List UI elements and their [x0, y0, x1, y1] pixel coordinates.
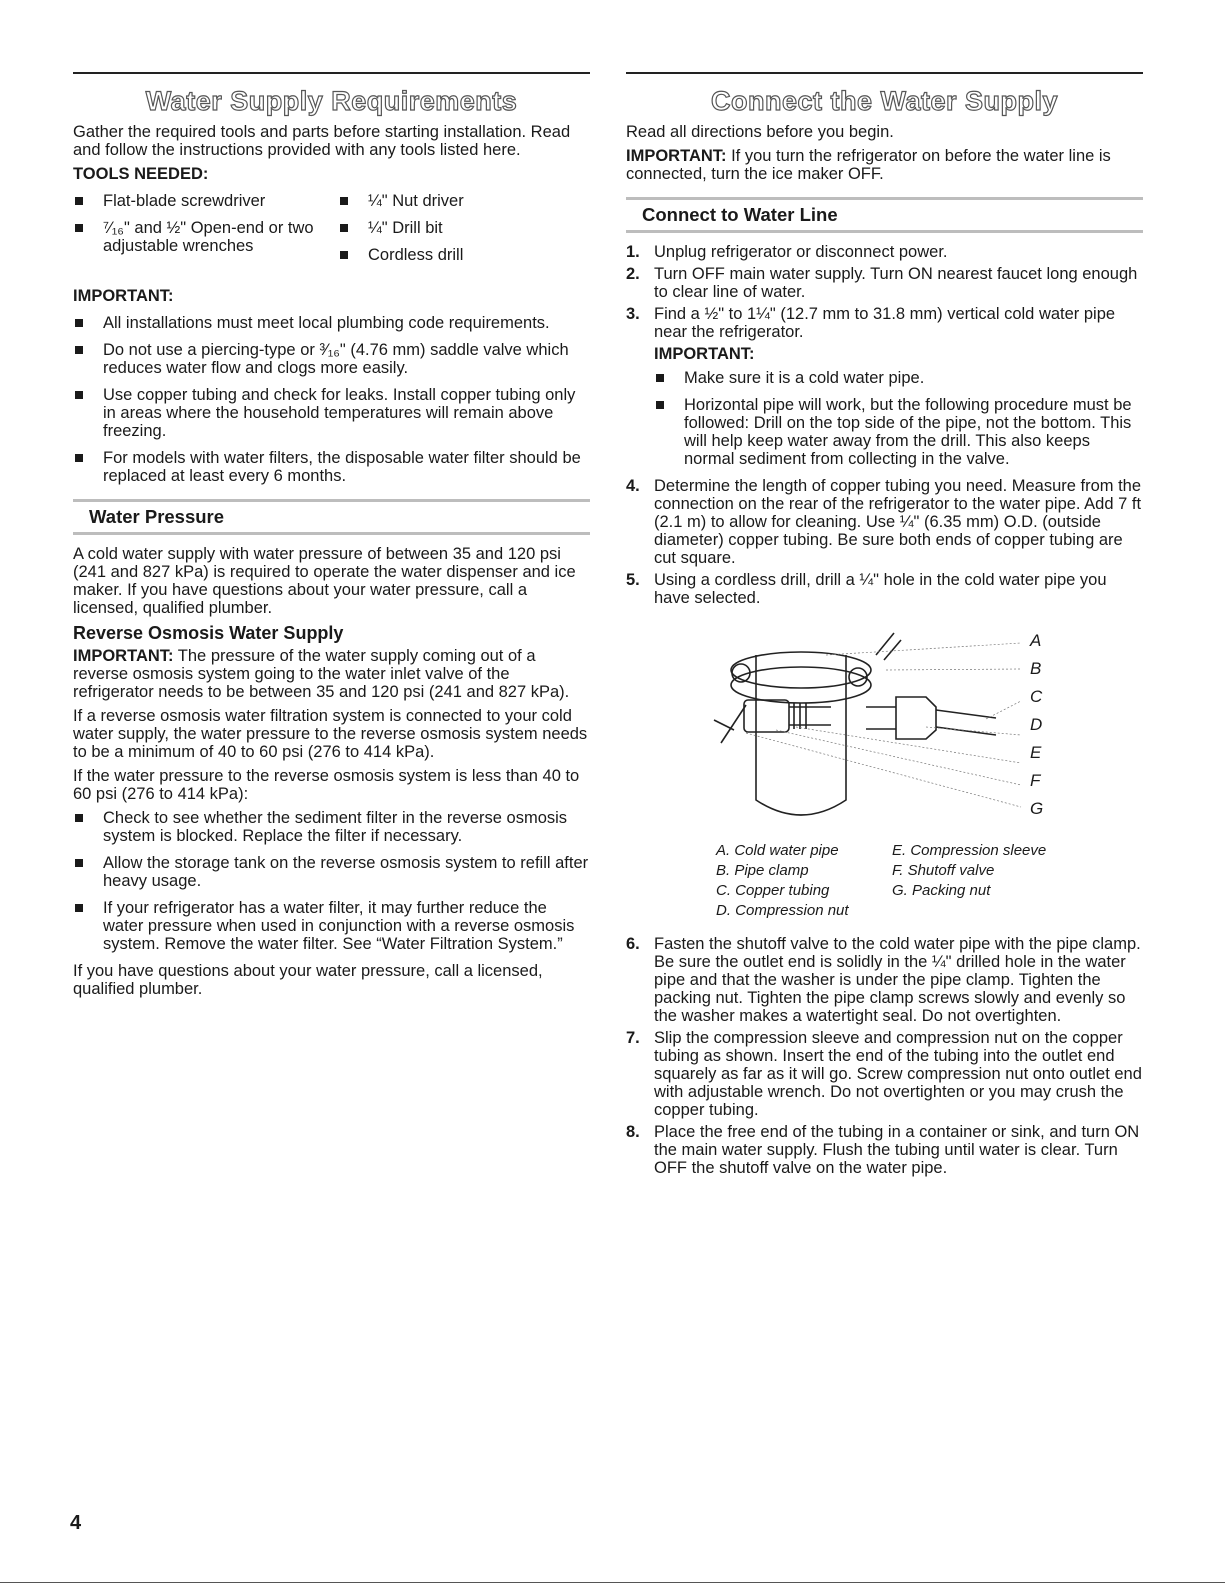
bottom-rule [0, 1582, 1225, 1583]
step-text: Determine the length of copper tubing you need. Measure from the connection on the rear of the refrigerator to the water pipe. Add 7 ft (2.1 m) to allow for cleaning. Use ¼" (6.35 mm) O.D. (outside diameter) copper tubing. Be sure both ends of copper tubing are cut square. [654, 477, 1142, 567]
ro-item: Check to see whether the sediment filter in the reverse osmosis system is blocked. Replace the filter if necessary. [73, 809, 590, 845]
step-item [626, 265, 1143, 301]
legend-item: E. Compression sleeve [892, 842, 1047, 859]
legend-item [892, 901, 1092, 921]
step-number: 8. [626, 1123, 640, 1141]
figure-letter: C [1030, 687, 1043, 706]
important-heading: IMPORTANT: [73, 287, 174, 305]
water-pressure-subhead [73, 499, 590, 535]
left-column [73, 72, 590, 1004]
right-important [626, 147, 1143, 183]
step-item [626, 935, 1143, 1025]
right-section-title: Connect the Water Supply [710, 86, 1059, 116]
right-important-label: IMPORTANT: [626, 147, 727, 165]
left-intro: Gather the required tools and parts before starting installation. Read and follow the instructions provided with any tools listed here. [73, 123, 571, 159]
step-text: Unplug refrigerator or disconnect power. [654, 243, 948, 261]
important-item: Use copper tubing and check for leaks. Install copper tubing only in areas where the household temperatures will remain above freezing. [73, 386, 590, 440]
ro-item: If your refrigerator has a water filter, it may further reduce the water pressure when used in conjunction with a reverse osmosis system. Remove the water filter. See “Water Filtration System.” [73, 899, 590, 953]
step-number: 4. [626, 477, 640, 495]
figure-letter: F [1030, 771, 1041, 790]
step-text: Slip the compression sleeve and compression nut on the copper tubing as shown. Insert the end of the tubing into the outlet end squarely as far as it will go. Screw compression nut onto outlet end with adjustable wrench. Do not overtighten or you may crush the copper tubing. [654, 1029, 1142, 1119]
steps-list-a [626, 243, 1143, 607]
left-section-title: Water Supply Requirements [145, 86, 518, 116]
step-item [626, 1123, 1143, 1177]
ro-closing: If you have questions about your water pressure, call a licensed, qualified plumber. [73, 962, 543, 998]
step-number: 7. [626, 1029, 640, 1047]
step3-important-item: Make sure it is a cold water pipe. [654, 369, 1143, 387]
important-item: All installations must meet local plumbing code requirements. [73, 314, 590, 332]
shutoff-valve-diagram [626, 615, 1143, 835]
tools-heading: TOOLS NEEDED: [73, 165, 209, 183]
legend-item: B. Pipe clamp [716, 862, 809, 879]
step-number: 6. [626, 935, 640, 953]
ro-important-text: The pressure of the water supply coming out of a reverse osmosis system going to the water inlet valve of the refrigerator needs to be between 35 and 120 psi (241 and 827 kPa). [73, 647, 570, 701]
connect-water-line-heading: Connect to Water Line [642, 204, 838, 225]
tool-item: ¼" Nut driver [338, 192, 464, 210]
step-number: 2. [626, 265, 640, 283]
legend-item: D. Compression nut [716, 902, 849, 919]
step3-important-list [654, 369, 1143, 468]
right-column [626, 72, 1143, 1181]
shutoff-valve-figure [626, 615, 1143, 835]
left-top-rule [73, 72, 590, 74]
figure-letter: A [1030, 631, 1042, 650]
figure-letter: D [1030, 715, 1043, 734]
ro-important-label: IMPORTANT: [73, 647, 174, 665]
step-item [626, 571, 1143, 607]
step-number: 5. [626, 571, 640, 589]
tool-item: Flat-blade screwdriver [73, 192, 338, 210]
important-item: Do not use a piercing-type or ³⁄₁₆" (4.76 mm) saddle valve which reduces water flow and clogs more easily. [73, 341, 590, 377]
figure-letters [1030, 627, 1043, 823]
water-pressure-heading: Water Pressure [89, 506, 225, 527]
figure-letter: E [1030, 743, 1042, 762]
tools-col-1 [73, 192, 338, 273]
tools-list [73, 192, 590, 277]
ro-list [73, 809, 590, 953]
tool-item: Cordless drill [338, 246, 464, 264]
connect-water-line-subhead [626, 197, 1143, 233]
figure-letter: B [1030, 659, 1042, 678]
important-item: For models with water filters, the disposable water filter should be replaced at least every 6 months. [73, 449, 590, 485]
tools-col-2 [338, 192, 464, 273]
legend-item: F. Shutoff valve [892, 862, 995, 879]
figure-legend [716, 841, 1143, 921]
ro-important [73, 647, 590, 701]
page-number: 4 [70, 1512, 82, 1534]
step-number: 3. [626, 305, 640, 323]
step-text: Place the free end of the tubing in a container or sink, and turn ON the main water supply. Flush the tubing until water is clear. Turn OFF the shutoff valve on the water pipe. [654, 1123, 1140, 1177]
step-item [626, 477, 1143, 567]
step-text: Turn OFF main water supply. Turn ON nearest faucet long enough to clear line of water. [654, 265, 1138, 301]
steps-list-c [626, 935, 1143, 1177]
tool-item: ⁷⁄₁₆" and ½" Open-end or two adjustable wrenches [73, 219, 338, 255]
ro-heading: Reverse Osmosis Water Supply [73, 623, 344, 643]
step-text: Fasten the shutoff valve to the cold water pipe with the pipe clamp. Be sure the outlet end is solidly in the ¼" drilled hole in the water pipe and that the washer is under the pipe clamp. Tighten the packing nut. Tighten the pipe clamp screws slowly and evenly so the washer makes a watertight seal. Do not overtighten. [654, 935, 1141, 1025]
right-intro: Read all directions before you begin. [626, 123, 894, 141]
important-list [73, 314, 590, 485]
ro-para-2: If a reverse osmosis water filtration system is connected to your cold water supply, the water pressure to the reverse osmosis system needs to be a minimum of 40 to 60 psi (276 to 414 kPa). [73, 707, 588, 761]
step-item [626, 1029, 1143, 1119]
step-number: 1. [626, 243, 640, 261]
step-text: Find a ½" to 1¼" (12.7 mm to 31.8 mm) vertical cold water pipe near the refrigerator. [654, 305, 1116, 341]
ro-item: Allow the storage tank on the reverse osmosis system to refill after heavy usage. [73, 854, 590, 890]
step-text: Using a cordless drill, drill a ¼" hole in the cold water pipe you have selected. [654, 571, 1107, 607]
step3-important-item: Horizontal pipe will work, but the following procedure must be followed: Drill on the top side of the pipe, not the bottom. This will help keep water away from the drill. This also keeps normal sediment from collecting in the valve. [654, 396, 1143, 468]
step3-important-label: IMPORTANT: [654, 345, 755, 363]
water-pressure-text: A cold water supply with water pressure of between 35 and 120 psi (241 and 827 kPa) is required to operate the water dispenser and ice maker. If you have questions about your water pressure, call a licensed, qualified plumber. [73, 545, 576, 617]
step-item [626, 305, 1143, 468]
legend-item: G. Packing nut [892, 882, 991, 899]
right-important-text: If you turn the refrigerator on before the water line is connected, turn the ice maker OFF. [626, 147, 1111, 183]
figure-letter: G [1030, 799, 1044, 818]
legend-item: A. Cold water pipe [716, 842, 839, 859]
right-top-rule [626, 72, 1143, 74]
legend-item: C. Copper tubing [716, 882, 830, 899]
tool-item: ¼" Drill bit [338, 219, 464, 237]
ro-para-3: If the water pressure to the reverse osmosis system is less than 40 to 60 psi (276 to 414 kPa): [73, 767, 580, 803]
step-item [626, 243, 1143, 261]
